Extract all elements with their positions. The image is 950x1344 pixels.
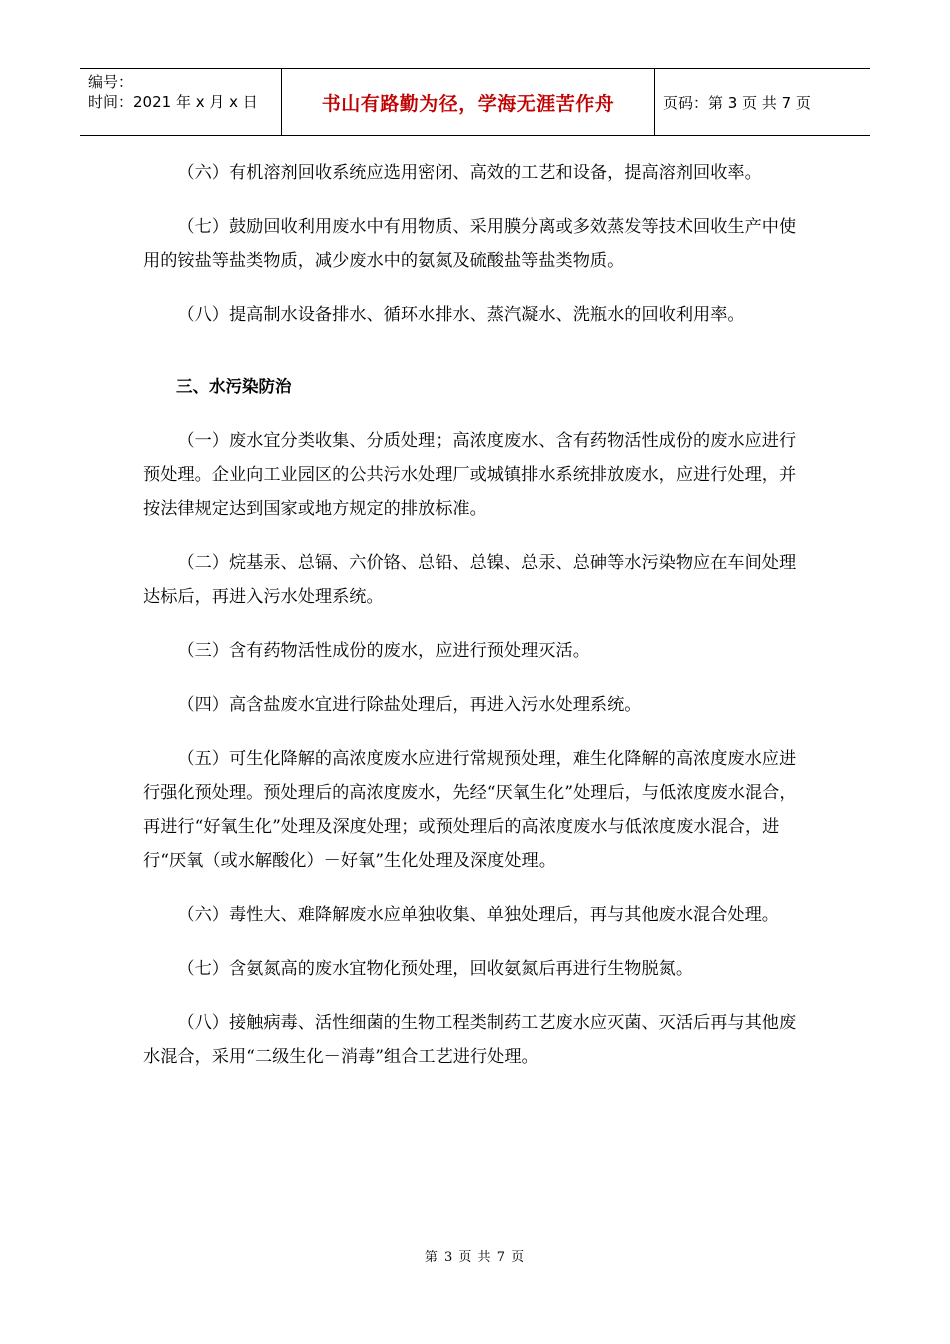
header-page-code: 页码：第 3 页 共 7 页 — [663, 93, 811, 112]
paragraph: （六）毒性大、难降解废水应单独收集、单独处理后，再与其他废水混合处理。 — [177, 905, 779, 925]
document-header — [80, 68, 870, 136]
paragraph: （六）有机溶剂回收系统应选用密闭、高效的工艺和设备，提高溶剂回收率。 — [177, 163, 762, 183]
paragraph: （四）高含盐废水宜进行除盐处理后，再进入污水处理系统。 — [177, 695, 642, 715]
document-number-label: 编号： — [88, 73, 134, 91]
paragraph: （三）含有药物活性成份的废水，应进行预处理灭活。 — [177, 641, 590, 661]
header-motto-cell — [282, 69, 655, 135]
paragraph: （五）可生化降解的高浓度废水应进行常规预处理，难生化降解的高浓度废水应进行强化预处理。预处理后的高浓度废水，先经“厌氧生化”处理后，与低浓度废水混合，再进行“好氧生化”处理及深度处理；或预处理后的高浓度废水与低浓度废水混合，进行“厌氧（或水解酸化）－好氧”生化处理及深度处理。 — [143, 749, 797, 871]
footer-page-number: 第 3 页 共 7 页 — [424, 1250, 526, 1265]
header-meta-cell — [80, 69, 282, 135]
page-footer — [0, 1246, 950, 1265]
document-body — [143, 156, 813, 1094]
paragraph: （八）接触病毒、活性细菌的生物工程类制药工艺废水应灭菌、灭活后再与其他废水混合，采用“二级生化－消毒”组合工艺进行处理。 — [143, 1013, 797, 1067]
header-page-cell — [655, 69, 870, 135]
document-date-label: 时间：2021 年 x 月 x 日 — [88, 93, 258, 111]
paragraph: （二）烷基汞、总镉、六价铬、总铅、总镍、总汞、总砷等水污染物应在车间处理达标后，再进入污水处理系统。 — [143, 553, 797, 607]
paragraph: （一）废水宜分类收集、分质处理；高浓度废水、含有药物活性成份的废水应进行预处理。企业向工业园区的公共污水处理厂或城镇排水系统排放废水，应进行处理，并按法律规定达到国家或地方规定的排放标准。 — [143, 431, 797, 519]
section-heading: 三、水污染防治 — [176, 377, 292, 396]
paragraph: （八）提高制水设备排水、循环水排水、蒸汽凝水、洗瓶水的回收利用率。 — [177, 305, 745, 325]
paragraph: （七）鼓励回收利用废水中有用物质、采用膜分离或多效蒸发等技术回收生产中使用的铵盐等盐类物质，减少废水中的氨氮及硫酸盐等盐类物质。 — [143, 217, 797, 271]
header-motto: 书山有路勤为径，学海无涯苦作舟 — [321, 92, 615, 115]
paragraph: （七）含氨氮高的废水宜物化预处理，回收氨氮后再进行生物脱氮。 — [177, 959, 694, 979]
